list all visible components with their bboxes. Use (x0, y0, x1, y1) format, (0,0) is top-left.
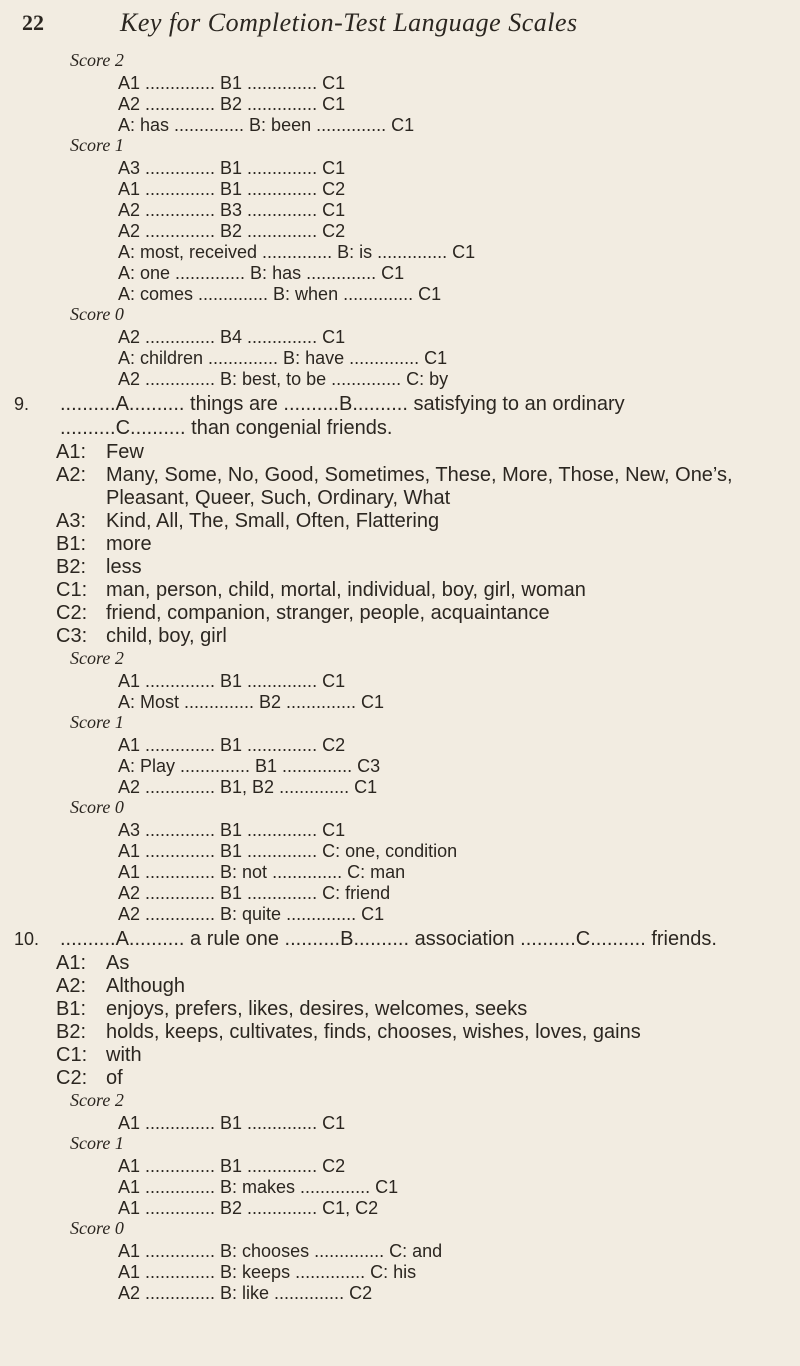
answer-text: As (106, 952, 130, 974)
page-number: 22 (22, 10, 44, 35)
score-key-line: A: comes .............. B: when .............. C1 (118, 284, 442, 304)
score-key-line: A: most, received .............. B: is .............. C1 (118, 242, 476, 262)
score-key-line: A2 .............. B: quite .............. C1 (118, 904, 385, 924)
question-number: 10. (14, 929, 40, 949)
answer-text: more (106, 533, 152, 555)
answer-label: A3: (56, 510, 87, 532)
answer-text: with (106, 1044, 142, 1066)
answer-label: B2: (56, 556, 87, 578)
answer-text: Few (106, 441, 144, 463)
answer-text: Many, Some, No, Good, Sometimes, These, More, Those, New, One’s, (106, 464, 733, 486)
answer-label: C3: (56, 625, 88, 647)
score-key-line: A3 .............. B1 .............. C1 (118, 158, 346, 178)
score-key-line: A2 .............. B1, B2 .............. C1 (118, 777, 378, 797)
answer-label: C2: (56, 602, 88, 624)
answer-text-cont: Pleasant, Queer, Such, Ordinary, What (106, 487, 451, 509)
score-heading: Score 0 (70, 797, 124, 817)
score-key-line: A2 .............. B1 .............. C: friend (118, 883, 391, 903)
score-key-line: A: Most .............. B2 .............. C1 (118, 692, 385, 712)
score-key-line: A1 .............. B1 .............. C2 (118, 1156, 346, 1176)
score-heading: Score 0 (70, 1218, 124, 1238)
score-heading: Score 2 (70, 50, 124, 70)
score-key-line: A: children .............. B: have .............. C1 (118, 348, 448, 368)
question-text: ..........A.......... a rule one ..........B.......... association ..........C.......... friends. (60, 928, 717, 950)
answer-text: friend, companion, stranger, people, acquaintance (106, 602, 550, 624)
score-key-line: A3 .............. B1 .............. C1 (118, 820, 346, 840)
score-key-line: A2 .............. B: like .............. C2 (118, 1283, 373, 1303)
answer-label: A1: (56, 952, 87, 974)
answer-text: child, boy, girl (106, 625, 227, 647)
score-heading: Score 1 (70, 712, 124, 732)
score-key-line: A2 .............. B: best, to be .............. C: by (118, 369, 449, 389)
question-text: ..........A.......... things are ..........B.......... satisfying to an ordinary (60, 393, 625, 415)
score-key-line: A: Play .............. B1 .............. C3 (118, 756, 381, 776)
score-key-line: A1 .............. B2 .............. C1, C2 (118, 1198, 379, 1218)
score-heading: Score 1 (70, 135, 124, 155)
score-key-line: A2 .............. B2 .............. C1 (118, 94, 346, 114)
score-key-line: A1 .............. B: chooses .............. C: and (118, 1241, 443, 1261)
question-text-cont: ..........C.......... than congenial friends. (60, 417, 393, 439)
answer-label: C2: (56, 1067, 88, 1089)
score-key-line: A2 .............. B3 .............. C1 (118, 200, 346, 220)
answer-label: A2: (56, 975, 87, 997)
answer-text: enjoys, prefers, likes, desires, welcomes, seeks (106, 998, 528, 1020)
score-key-line: A: has .............. B: been .............. C1 (118, 115, 415, 135)
score-key-line: A1 .............. B1 .............. C1 (118, 73, 346, 93)
answer-text: Kind, All, The, Small, Often, Flattering (106, 510, 440, 532)
score-heading: Score 2 (70, 648, 124, 668)
score-key-line: A1 .............. B: makes .............. C1 (118, 1177, 399, 1197)
score-heading: Score 1 (70, 1133, 124, 1153)
answer-label: B1: (56, 533, 87, 555)
answer-label: B1: (56, 998, 87, 1020)
score-key-line: A1 .............. B1 .............. C1 (118, 1113, 346, 1133)
answer-label: B2: (56, 1021, 87, 1043)
answer-label: C1: (56, 1044, 88, 1066)
answer-text: holds, keeps, cultivates, finds, chooses, wishes, loves, gains (106, 1021, 641, 1043)
score-key-line: A1 .............. B1 .............. C2 (118, 179, 346, 199)
score-heading: Score 2 (70, 1090, 124, 1110)
score-key-line: A1 .............. B1 .............. C1 (118, 671, 346, 691)
answer-text: less (106, 556, 142, 578)
score-key-line: A2 .............. B2 .............. C2 (118, 221, 346, 241)
score-key-line: A1 .............. B1 .............. C2 (118, 735, 346, 755)
score-heading: Score 0 (70, 304, 124, 324)
answer-text: Although (106, 975, 185, 997)
running-title: Key for Completion-Test Language Scales (120, 8, 578, 37)
answer-label: A2: (56, 464, 87, 486)
question-number: 9. (14, 394, 30, 414)
score-key-line: A1 .............. B: keeps .............. C: his (118, 1262, 417, 1282)
answer-label: A1: (56, 441, 87, 463)
answer-text: of (106, 1067, 123, 1089)
score-key-line: A2 .............. B4 .............. C1 (118, 327, 346, 347)
score-key-line: A: one .............. B: has .............. C1 (118, 263, 405, 283)
answer-text: man, person, child, mortal, individual, boy, girl, woman (106, 579, 586, 601)
score-key-line: A1 .............. B1 .............. C: one, condition (118, 841, 458, 861)
score-key-line: A1 .............. B: not .............. C: man (118, 862, 406, 882)
answer-label: C1: (56, 579, 88, 601)
